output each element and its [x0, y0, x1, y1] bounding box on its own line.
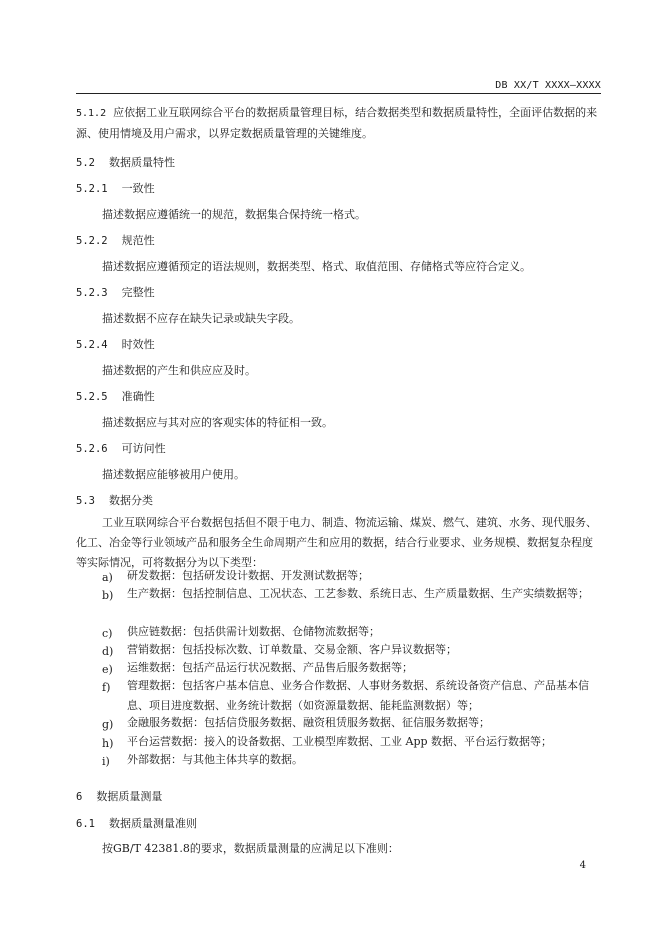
list-marker: d) — [102, 645, 114, 658]
page-number: 4 — [579, 860, 586, 871]
section-5-2-2-desc: 描述数据应遵循预定的语法规则，数据类型、格式、取值范围、存储格式等应符合定义。 — [102, 260, 531, 273]
chapter-number: 6 — [76, 791, 83, 803]
list-item: 营销数据：包括投标次数、订单数量、交易金额、客户异议数据等； — [127, 643, 457, 656]
list-marker: c) — [102, 627, 113, 640]
section-6-1-heading — [76, 815, 197, 831]
section-title: 准确性 — [121, 390, 155, 403]
clause-5-1-2 — [76, 103, 601, 144]
section-title: 数据质量测量准则 — [108, 817, 197, 830]
section-5-3-heading — [76, 492, 153, 508]
section-5-2-5-heading — [76, 388, 155, 404]
document-code-header: DB XX/T XXXX—XXXX — [495, 80, 601, 91]
section-title: 完整性 — [121, 286, 155, 299]
list-marker: b) — [102, 589, 114, 602]
list-marker: e) — [102, 663, 113, 676]
section-5-3-intro: 工业互联网综合平台数据包括但不限于电力、制造、物流运输、煤炭、燃气、建筑、水务、现代服务、化工、冶金等行业领域产品和服务全生命周期产生和应用的数据，结合行业要求、业务规模、数据复杂程度等实际情况，可将数据分为以下类型： — [76, 516, 597, 569]
section-number: 5.2.6 — [76, 443, 108, 455]
section-number: 5.2.3 — [76, 287, 108, 299]
section-number: 5.3 — [76, 495, 95, 507]
list-item: 管理数据：包括客户基本信息、业务合作数据、人事财务数据、系统设备资产信息、产品基本信息、项目进度数据、业务统计数据（如资源量数据、能耗监测数据）等； — [127, 679, 589, 712]
section-title: 规范性 — [121, 234, 155, 247]
list-item: 研发数据：包括研发设计数据、开发测试数据等； — [127, 569, 369, 582]
chapter-6-heading — [76, 788, 162, 804]
clause-text: 应依据工业互联网综合平台的数据质量管理目标，结合数据类型和数据质量特性，全面评估数据的来源、使用情境及用户需求，以界定数据质量管理的关键维度。 — [76, 106, 598, 140]
list-item: 平台运营数据：接入的设备数据、工业模型库数据、工业 App 数据、平台运行数据等； — [127, 735, 553, 748]
section-title: 时效性 — [121, 338, 155, 351]
section-5-2-6-heading — [76, 440, 166, 456]
section-5-2-1-heading — [76, 180, 155, 196]
section-5-2-4-desc: 描述数据的产生和供应应及时。 — [102, 364, 256, 377]
section-5-2-3-desc: 描述数据不应存在缺失记录或缺失字段。 — [102, 312, 300, 325]
section-5-2-heading — [76, 154, 175, 170]
section-title: 一致性 — [121, 182, 155, 195]
section-5-2-1-desc: 描述数据应遵循统一的规范，数据集合保持统一格式。 — [102, 208, 366, 221]
list-item: 运维数据：包括产品运行状况数据、产品售后服务数据等； — [127, 661, 413, 674]
section-number: 5.2.5 — [76, 391, 108, 403]
section-number: 5.2.2 — [76, 235, 108, 247]
section-5-2-4-heading — [76, 336, 155, 352]
section-5-2-3-heading — [76, 284, 155, 300]
section-title: 数据分类 — [108, 494, 153, 507]
list-item: 外部数据：与其他主体共享的数据。 — [127, 753, 303, 766]
section-number: 5.2.1 — [76, 183, 108, 195]
section-number: 6.1 — [76, 818, 95, 830]
section-5-2-2-heading — [76, 232, 155, 248]
section-6-1-text: 按GB/T 42381.8的要求，数据质量测量的应满足以下准则： — [102, 842, 399, 855]
clause-number: 5.1.2 — [76, 108, 107, 119]
header-divider — [76, 93, 601, 94]
list-marker: h) — [102, 737, 114, 750]
list-item: 生产数据：包括控制信息、工况状态、工艺参数、系统日志、生产质量数据、生产实绩数据等； — [127, 587, 589, 600]
section-number: 5.2 — [76, 157, 95, 169]
section-5-2-5-desc: 描述数据应与其对应的客观实体的特征相一致。 — [102, 416, 333, 429]
section-5-2-6-desc: 描述数据应能够被用户使用。 — [102, 468, 245, 481]
list-marker: a) — [102, 571, 113, 584]
section-title: 可访问性 — [121, 442, 166, 455]
list-marker: i) — [102, 755, 110, 768]
list-marker: f) — [102, 681, 111, 694]
list-item: 金融服务数据：包括信贷服务数据、融资租赁服务数据、征信服务数据等； — [127, 716, 490, 729]
list-item: 供应链数据：包括供需计划数据、仓储物流数据等； — [127, 625, 380, 638]
section-number: 5.2.4 — [76, 339, 108, 351]
chapter-title: 数据质量测量 — [96, 790, 163, 803]
list-marker: g) — [102, 718, 114, 731]
section-title: 数据质量特性 — [108, 156, 175, 169]
